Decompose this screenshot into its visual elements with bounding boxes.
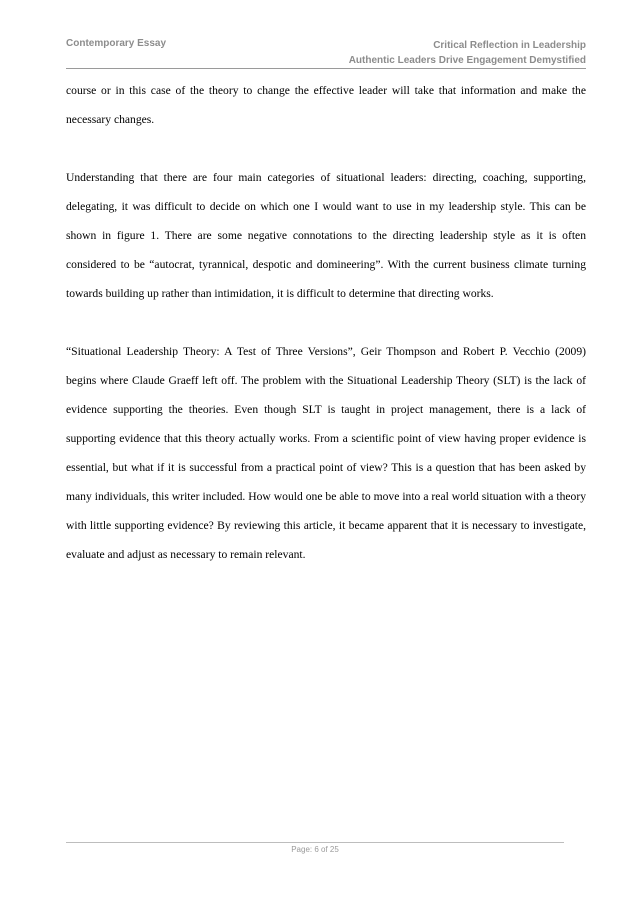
page-header [66,38,586,68]
header-essay-type: Contemporary Essay [66,38,167,49]
paragraph-3: “Situational Leadership Theory: A Test of Three Versions”, Geir Thompson and Robert P. Vecchio (2009) begins where Claude Graeff left off. The problem with the Situational Leadership Theory (SLT) is the lack of evidence supporting the theories. Even though SLT is taught in project management, there is a lack of supporting evidence that this theory actually works. From a scientific point of view having proper evidence is essential, but what if it is successful from a practical point of view? This is a question that has been asked by many individuals, this writer included. How would one be able to move into a real world situation with a theory with little supporting evidence? By reviewing this article, it became apparent that it is necessary to investigate, evaluate and adjust as necessary to remain relevant. [66,345,586,561]
page-number: Page: 6 of 25 [291,845,339,854]
paragraph-1: course or in this case of the theory to change the effective leader will take that information and make the necessary changes. [66,84,586,126]
body-text [66,76,586,569]
header-title-line-2: Authentic Leaders Drive Engagement Demystified [348,55,586,66]
header-essay-title [349,38,586,68]
header-divider [66,68,586,69]
footer-divider [66,842,564,843]
paragraph-2: Understanding that there are four main categories of situational leaders: directing, coaching, supporting, delegating, it was difficult to decide on which one I would want to use in my leadership style. This can be shown in figure 1. There are some negative connotations to the directing leadership style as it is often considered to be “autocrat, tyrannical, despotic and domineering”. With the current business climate turning towards building up rather than intimidation, it is difficult to determine that directing works. [66,171,586,300]
header-title-line-1: Critical Reflection in Leadership [433,40,586,51]
